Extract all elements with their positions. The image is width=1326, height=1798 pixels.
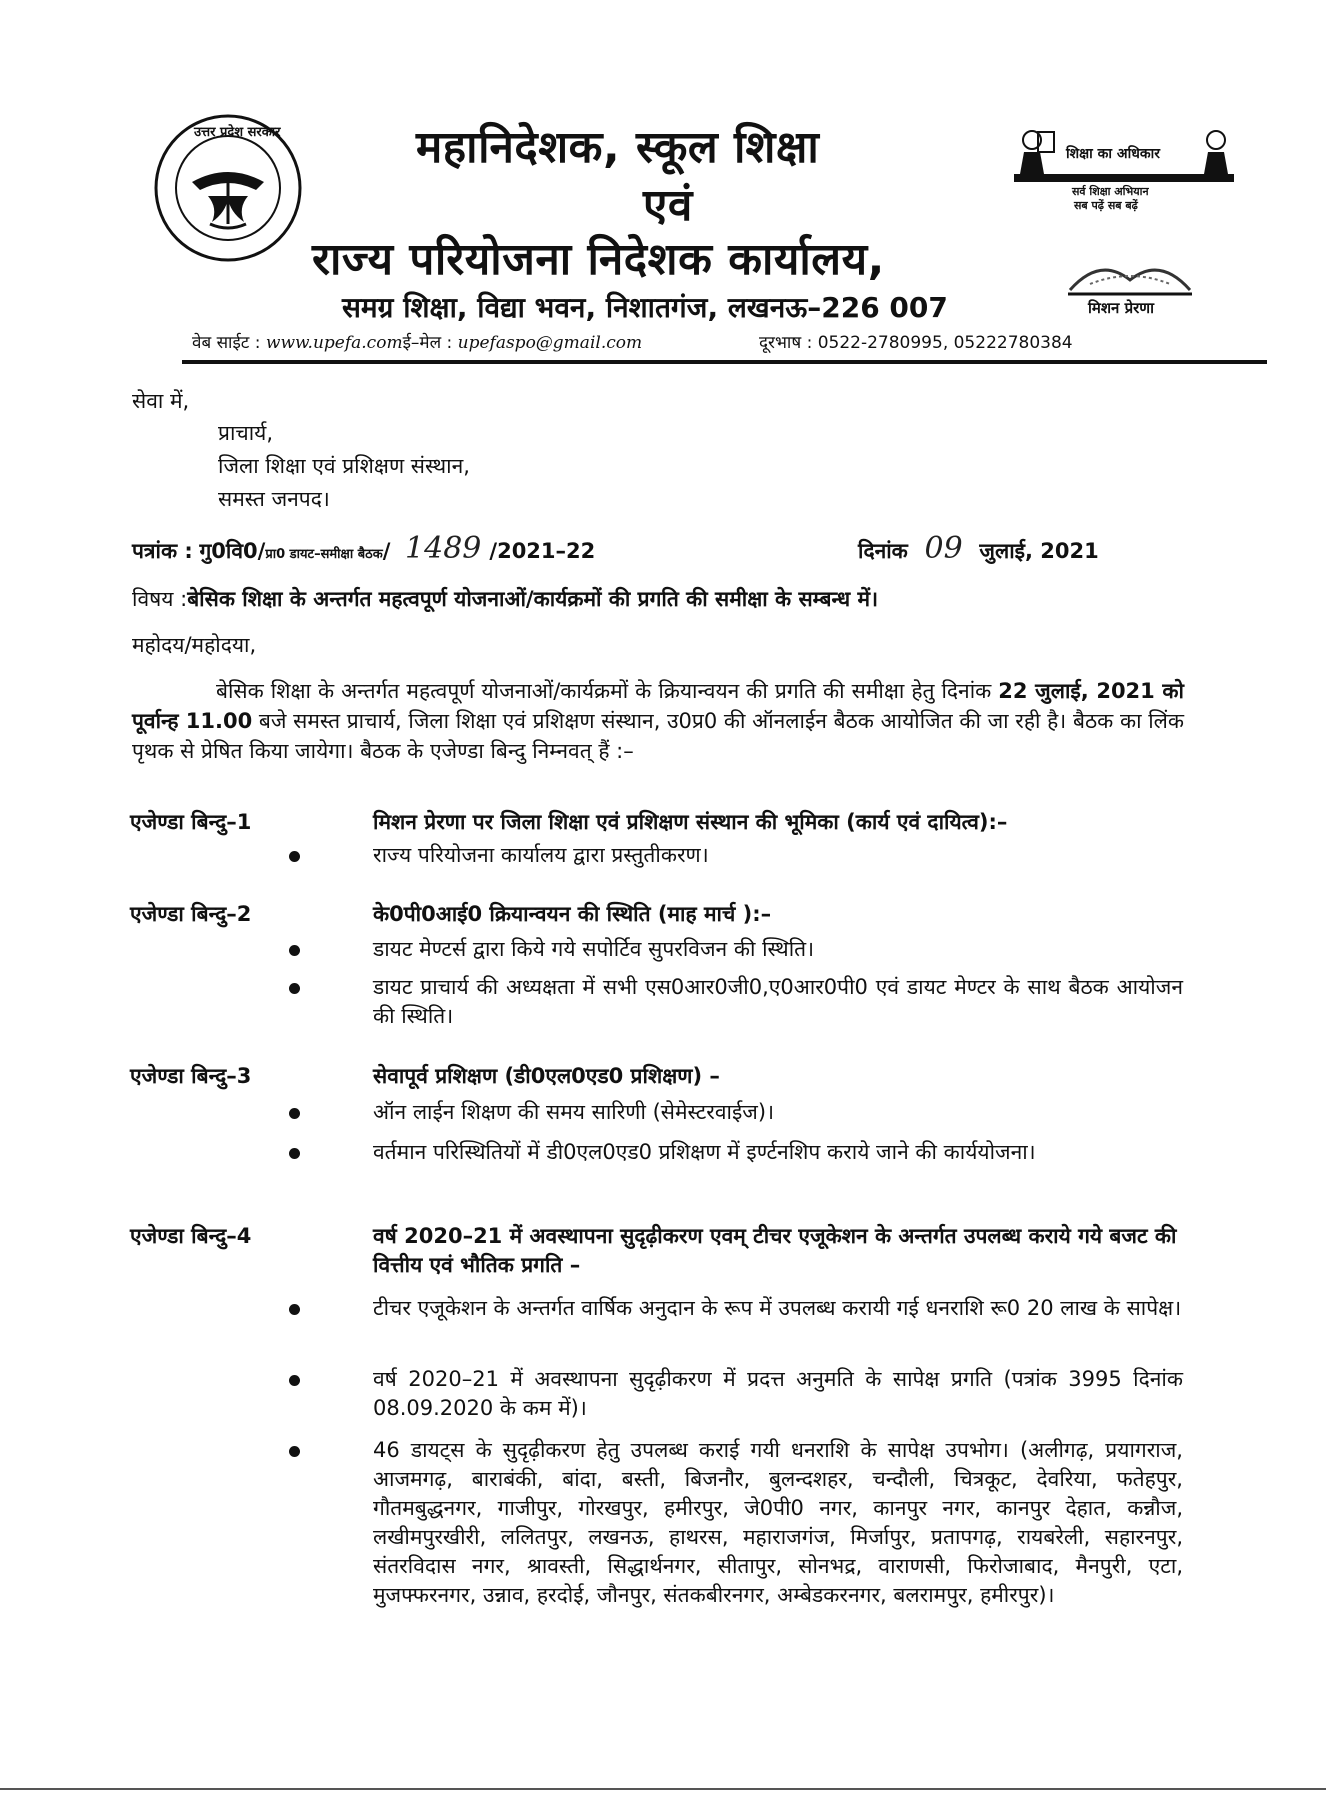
agenda-3-label: एजेण्डा बिन्दु–3 [130,1064,252,1088]
office-title-line3: राज्य परियोजना निदेशक कार्यालय, [312,234,885,285]
body-paragraph [132,676,1184,766]
recipient-institution: जिला शिक्षा एवं प्रशिक्षण संस्थान, [218,454,470,478]
bullet-icon [286,1105,302,1121]
bullet-icon [286,1145,302,1161]
bullet-icon [286,1372,302,1388]
mission-prerna-logo [1060,250,1200,320]
agenda-3-bullet-2: वर्तमान परिस्थितियों में डी0एल0एड0 प्रशिक्षण में इर्ण्टनशिप कराये जाने की कार्ययोजना। [373,1140,1036,1164]
office-address: समग्र शिक्षा, विद्या भवन, निशातगंज, लखनऊ–226 007 [342,291,948,324]
body-text-part1: बेसिक शिक्षा के अन्तर्गत महत्वपूर्ण योजनाओं/कार्यक्रमों के क्रियान्वयन की प्रगति की समीक्षा हेतु दिनांक [216,679,999,703]
patrank-year: /2021–22 [489,539,596,563]
agenda-4-bullet-1: टीचर एजूकेशन के अन्तर्गत वार्षिक अनुदान के रूप में उपलब्ध करायी गई धनराशि रू0 20 लाख के सापेक्ष। [373,1296,1182,1320]
agenda-3-bullet-1: ऑन लाईन शिक्षण की समय सारिणी (सेमेस्टरवाईज)। [373,1100,775,1124]
body-text-part2: बजे समस्त प्राचार्य, जिला शिक्षा एवं प्रशिक्षण संस्थान, उ0प्र0 की ऑनलाईन बैठक आयोजित की जा रही है। बैठक का लिंक पृथक से प्रेषित किया जायेगा। बैठक के एजेण्डा बिन्दु निम्नवत् हैं :– [132,709,1184,763]
letter-date [858,531,1099,566]
bullet-icon [286,980,302,996]
agenda-2-bullet-2: डायट प्राचार्य की अध्यक्षता में सभी एस0आर0जी0,ए0आर0पी0 एवं डायट मेण्टर के साथ बैठक आयोजन की स्थिति। [373,975,1183,1028]
date-label: दिनांक [858,539,908,563]
subject-text: बेसिक शिक्षा के अन्तर्गत महत्वपूर्ण योजनाओं/कार्यक्रमों की प्रगति की समीक्षा के सम्बन्ध में। [187,587,879,611]
bullet-icon [286,1301,302,1317]
email-label: ई–मेल : [402,333,453,353]
page-bottom-edge [0,1788,1326,1790]
letter-reference: पत्रांक : गु0वि0/प्रा0 डायट–समीक्षा बैठक/ 1489 /2021–22 [132,531,596,566]
sab-padhen-text: सब पढ़ें सब बढ़ें [1074,199,1138,212]
agenda-2-bullet-1: डायट मेण्टर्स द्वारा किये गये सपोर्टिव सुपरविजन की स्थिति। [373,937,815,961]
date-day: 09 [924,531,963,566]
agenda-4-bullet-2: वर्ष 2020–21 में अवस्थापना सुदृढ़ीकरण में प्रदत्त अनुमति के सापेक्ष प्रगति (पत्रांक 3995 दिनांक 08.09.2020 के कम में)। [373,1367,1183,1420]
bullet-icon [286,942,302,958]
agenda-2-title: के0पी0आई0 क्रियान्वयन की स्थिति (माह मार्च ):– [373,902,772,926]
phone-line [759,330,1073,353]
right-to-education-logo [1010,122,1238,212]
agenda-3-title: सेवापूर्व प्रशिक्षण (डी0एल0एड0 प्रशिक्षण) – [373,1064,720,1088]
right-to-education-text: शिक्षा का अधिकार [1066,146,1160,162]
agenda-4-label: एजेण्डा बिन्दु–4 [130,1224,252,1248]
phone-number: 0522-2780995, 05222780384 [817,333,1073,353]
recipient-greeting: सेवा में, [132,389,190,413]
office-title-line1: महानिदेशक, स्कूल शिक्षा [416,122,820,173]
bullet-icon [286,1443,302,1459]
sarva-shiksha-text: सर्व शिक्षा अभियान [1072,185,1149,198]
patrank-number: 1489 [405,531,482,566]
website-label: वेब साईट : [192,333,261,353]
mission-prerna-icon [1060,250,1200,300]
agenda-1-bullet-1: राज्य परियोजना कार्यालय द्वारा प्रस्तुतीकरण। [373,843,709,867]
email-link[interactable]: upefaspo@gmail.com [457,333,643,353]
agenda-1-label: एजेण्डा बिन्दु–1 [130,810,252,834]
website-link[interactable]: www.upefa.com [265,333,403,353]
patrank-prefix: गु0वि0/ [199,539,266,563]
contact-line [192,330,642,353]
recipient-designation: प्राचार्य, [218,421,274,445]
emblem-caption: उत्तर प्रदेश सरकार [194,125,281,140]
up-government-emblem [152,112,304,264]
agenda-4-bullet-3: 46 डायट्स के सुदृढ़ीकरण हेतु उपलब्ध कराई गयी धनराशि के सापेक्ष उपभोग। (अलीगढ़, प्रयागराज, आजमगढ़, बाराबंकी, बांदा, बस्ती, बिजनौर, बुलन्दशहर, चन्दौली, चित्रकूट, देवरिया, फतेहपुर, गौतमबुद्धनगर, गाजीपुर, गोरखपुर, हमीरपुर, जे0पी0 नगर, कानपुर नगर, कानपुर देहात, कन्नौज, लखीमपुरखीरी, ललितपुर, लखनऊ, हाथरस, महाराजगंज, मिर्जापुर, प्रतापगढ़, रायबरेली, सहारनपुर, संतरविदास नगर, श्रावस्ती, सिद्धार्थनगर, सीतापुर, सोनभद्र, वाराणसी, फिरोजाबाद, मैनपुरी, एटा, मुजफ्फरनगर, उन्नाव, हरदोई, जौनपुर, संतकबीरनगर, अम्बेडकरनगर, बलरामपुर, हमीरपुर)। [373,1438,1183,1607]
agenda-1-title: मिशन प्रेरणा पर जिला शिक्षा एवं प्रशिक्षण संस्थान की भूमिका (कार्य एवं दायित्व):– [373,810,1008,834]
recipient-district: समस्त जनपद। [218,487,330,511]
letter-subject [132,584,1192,614]
agenda-4-title: वर्ष 2020–21 में अवस्थापना सुदृढ़ीकरण एवम् टीचर एजूकेशन के अन्तर्गत उपलब्ध कराये गये बजट की वित्तीय एवं भौतिक प्रगति – [373,1224,1177,1277]
phone-label: दूरभाष : [759,333,813,353]
agenda-2-label: एजेण्डा बिन्दु–2 [130,902,252,926]
office-title-line2: एवं [643,180,693,231]
salutation: महोदय/महोदया, [132,633,257,657]
patrank-small: प्रा0 डायट–समीक्षा बैठक [265,547,383,562]
mission-prerna-text: मिशन प्रेरणा [1088,299,1155,317]
subject-label: विषय : [132,587,188,611]
patrank-label: पत्रांक : [132,539,193,563]
bullet-icon [286,848,302,864]
date-month-year: जुलाई, 2021 [979,539,1099,563]
header-divider [182,360,1267,364]
meeting-datetime: 22 जुलाई, 2021 को पूर्वान्ह 11.00 [132,679,1184,733]
